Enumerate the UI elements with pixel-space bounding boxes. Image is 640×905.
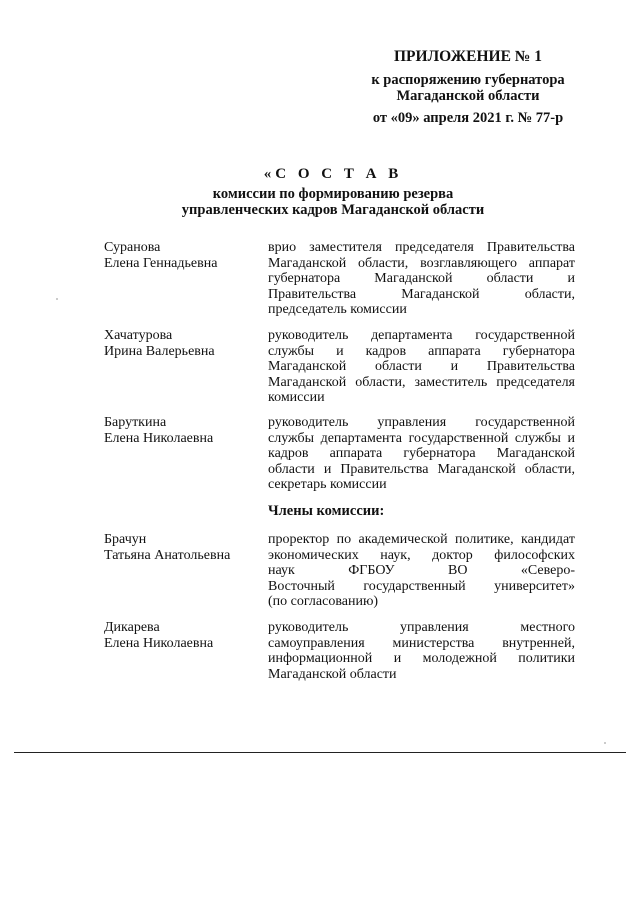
role-line: наук ФГБОУ ВО «Северо- xyxy=(268,563,575,578)
member-given-names: Татьяна Анатольевна xyxy=(104,547,231,563)
member-role xyxy=(268,532,575,610)
appendix-subtitle-line: Магаданской области xyxy=(396,88,540,104)
role-line: кадров аппарата губернатора Магаданской xyxy=(268,446,575,461)
member-role xyxy=(268,620,575,682)
document-subtitle xyxy=(150,186,516,218)
member-name xyxy=(104,240,254,271)
member-surname: Баруткина xyxy=(104,415,167,430)
member-surname: Дикарева xyxy=(104,620,160,635)
appendix-title-text: ПРИЛОЖЕНИЕ № 1 xyxy=(394,48,542,65)
member-surname: Суранова xyxy=(104,240,161,255)
role-line: председатель комиссии xyxy=(268,302,407,317)
scan-speck xyxy=(604,742,606,744)
appendix-date: от «09» апреля 2021 г. № 77-р xyxy=(372,110,564,126)
appendix-subtitle xyxy=(358,72,578,104)
role-line: секретарь комиссии xyxy=(268,477,387,492)
member-given-names: Елена Геннадьевна xyxy=(104,255,218,271)
role-line: (по согласованию) xyxy=(268,594,379,609)
member-role xyxy=(268,328,575,406)
role-line: информационной и молодежной политики xyxy=(268,651,575,666)
role-line: Магаданской области, возглавляющего аппарат xyxy=(268,255,575,271)
member-name xyxy=(104,620,254,651)
member-surname: Брачун xyxy=(104,532,147,547)
role-line: врио заместителя председателя Правительства xyxy=(268,240,575,255)
role-line: Магаданской области, заместитель председателя xyxy=(268,374,575,390)
member-role xyxy=(268,415,575,493)
appendix-title xyxy=(358,49,578,65)
member-given-names: Ирина Валерьевна xyxy=(104,343,215,359)
role-line: службы департамента государственной службы и xyxy=(268,430,575,446)
appendix-subtitle-line: к распоряжению губернатора xyxy=(371,72,565,88)
role-line: самоуправления министерства внутренней, xyxy=(268,635,575,651)
document-title: «С О С Т А В xyxy=(263,166,403,182)
document-subtitle-line: управленческих кадров Магаданской области xyxy=(181,202,485,218)
member-name xyxy=(104,328,254,359)
member-name xyxy=(104,532,254,563)
page-bottom-rule xyxy=(14,752,626,753)
role-line: Правительства Магаданской области, xyxy=(268,286,575,302)
role-line: руководитель департамента государственной xyxy=(268,328,575,343)
member-name xyxy=(104,415,254,446)
role-line: губернатора Магаданской области и xyxy=(268,271,575,286)
role-line: Магаданской области и Правительства xyxy=(268,359,575,374)
member-given-names: Елена Николаевна xyxy=(104,635,214,651)
scan-speck xyxy=(56,298,58,300)
role-line: экономических наук, доктор философских xyxy=(268,547,575,563)
member-role xyxy=(268,240,575,318)
role-line: руководитель управления государственной xyxy=(268,415,575,430)
role-line: Восточный государственный университет» xyxy=(268,578,575,594)
document-subtitle-line: комиссии по формированию резерва xyxy=(212,186,454,202)
role-line: комиссии xyxy=(268,390,325,405)
member-given-names: Елена Николаевна xyxy=(104,430,214,446)
member-surname: Хачатурова xyxy=(104,328,173,343)
role-line: Магаданской области xyxy=(268,666,397,682)
role-line: проректор по академической политике, кандидат xyxy=(268,532,575,547)
role-line: области и Правительства Магаданской области, xyxy=(268,461,575,477)
role-line: службы и кадров аппарата губернатора xyxy=(268,343,575,359)
members-heading: Члены комиссии: xyxy=(268,503,385,519)
role-line: руководитель управления местного xyxy=(268,620,575,635)
